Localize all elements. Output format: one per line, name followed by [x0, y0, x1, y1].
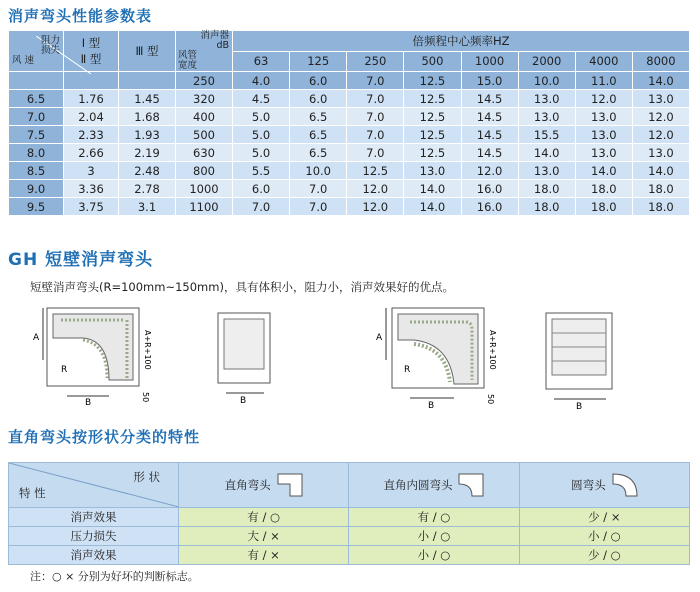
table-cell: 1100 [176, 198, 233, 216]
table-cell: 2.33 [64, 126, 119, 144]
char-label: 特 性 [19, 486, 46, 500]
table-cell: 13.0 [575, 126, 632, 144]
col-right-angle [179, 463, 349, 508]
freq-header: 250 [347, 51, 404, 72]
resist-label: 阻力 [40, 35, 60, 46]
table-cell: 13.0 [404, 162, 461, 180]
table-cell: 9.5 [9, 198, 64, 216]
shape-table [8, 462, 690, 565]
table-cell: 18.0 [575, 180, 632, 198]
table-row [9, 162, 690, 180]
shape-row [9, 508, 690, 527]
table-cell: 7.0 [233, 198, 290, 216]
row-label: 压力损失 [9, 527, 179, 546]
table-cell: 15.0 [461, 72, 518, 90]
col-label-2: 直角内圆弯头 [383, 478, 453, 492]
freq-header: 1000 [461, 51, 518, 72]
col-round [519, 463, 689, 508]
label-50: 50 [141, 392, 150, 403]
product-title: GH 短壁消声弯头 [8, 250, 154, 270]
width-label: 宽度 [178, 60, 198, 71]
db-label: dB [216, 40, 229, 51]
col-label-3: 圆弯头 [571, 478, 606, 492]
table-cell: 3.36 [64, 180, 119, 198]
table-row [9, 198, 690, 216]
table-cell: 18.0 [632, 180, 689, 198]
table-cell: 3.75 [64, 198, 119, 216]
table-cell: 2.19 [119, 144, 176, 162]
shape-table-title: 直角弯头按形状分类的特性 [8, 428, 201, 446]
table-cell: 2.66 [64, 144, 119, 162]
table-row [9, 72, 690, 90]
table-cell: 3.1 [119, 198, 176, 216]
table-cell: 12.5 [404, 144, 461, 162]
table-cell: 1.76 [64, 90, 119, 108]
diag-header-cell [9, 31, 64, 72]
shape-cell: 有 / × [179, 546, 349, 565]
elbow-front-diagram-2 [540, 305, 620, 410]
table-cell: 12.0 [632, 108, 689, 126]
table-cell: 7.5 [9, 126, 64, 144]
table-cell: 3 [64, 162, 119, 180]
table-cell: 1.68 [119, 108, 176, 126]
table-cell: 12.0 [461, 162, 518, 180]
table-cell: 7.0 [347, 72, 404, 90]
shape-row [9, 546, 690, 565]
table-cell: 5.0 [233, 144, 290, 162]
table-cell: 18.0 [632, 198, 689, 216]
table-cell: 630 [176, 144, 233, 162]
table-cell: 13.0 [518, 90, 575, 108]
table-cell: 6.0 [290, 90, 347, 108]
freq-header: 63 [233, 51, 290, 72]
type2-label: Ⅱ 型 [80, 52, 102, 66]
round-shape-icon [612, 473, 638, 497]
table-cell: 18.0 [575, 198, 632, 216]
table-cell [64, 72, 119, 90]
col-label-1: 直角弯头 [224, 478, 271, 492]
label-r-2: R [404, 365, 411, 375]
param-table [8, 30, 690, 216]
label-ar100-2: A+R+100 [488, 330, 497, 370]
table-cell: 800 [176, 162, 233, 180]
table-cell: 5.0 [233, 126, 290, 144]
elbow-front-diagram-1 [210, 305, 280, 405]
table-cell: 7.0 [347, 144, 404, 162]
freq-header: 125 [290, 51, 347, 72]
table-cell: 14.5 [461, 90, 518, 108]
freq-header: 4000 [575, 51, 632, 72]
table-row [9, 90, 690, 108]
table-cell: 14.0 [632, 162, 689, 180]
table-cell: 16.0 [461, 180, 518, 198]
label-b-3: B [428, 401, 435, 411]
label-50-2: 50 [486, 394, 495, 405]
table-cell: 4.0 [233, 72, 290, 90]
table-cell: 13.0 [575, 108, 632, 126]
table-cell: 5.0 [233, 108, 290, 126]
row-label: 消声效果 [9, 508, 179, 527]
product-description: 短壁消声弯头(R=100mm~150mm)，具有体积小，阻力小，消声效果好的优点。 [30, 280, 454, 294]
table-cell: 8.5 [9, 162, 64, 180]
table-cell: 14.5 [461, 108, 518, 126]
label-b-2: B [240, 396, 247, 405]
elbow-side-diagram-1 [25, 300, 160, 410]
table-cell: 14.0 [632, 72, 689, 90]
table-cell: 13.0 [575, 144, 632, 162]
right-angle-shape-icon [277, 473, 303, 497]
col-inner-round [349, 463, 519, 508]
inner-round-shape-icon [458, 473, 484, 497]
table-cell: 10.0 [290, 162, 347, 180]
table-cell: 7.0 [9, 108, 64, 126]
table-cell: 7.0 [290, 198, 347, 216]
type3-label: Ⅲ 型 [119, 31, 176, 72]
speed-label: 速 [24, 55, 35, 66]
label-ar100: A+R+100 [143, 330, 152, 370]
freq-title: 倍频程中心频率HZ [233, 31, 690, 52]
shape-cell: 小 / ○ [349, 546, 519, 565]
shape-cell: 小 / ○ [519, 527, 689, 546]
table-row [9, 144, 690, 162]
table-cell: 4.5 [233, 90, 290, 108]
table-cell: 5.5 [233, 162, 290, 180]
note-text: 注：○ × 分别为好坏的判断标志。 [30, 570, 199, 583]
duct-header [176, 31, 233, 72]
param-table-title: 消声弯头性能参数表 [8, 7, 153, 25]
freq-header: 8000 [632, 51, 689, 72]
table-cell: 12.5 [404, 90, 461, 108]
table-cell: 8.0 [9, 144, 64, 162]
table-cell: 11.0 [575, 72, 632, 90]
freq-header: 500 [404, 51, 461, 72]
row-label: 消声效果 [9, 546, 179, 565]
table-cell: 12.5 [347, 162, 404, 180]
table-cell: 15.5 [518, 126, 575, 144]
table-cell: 18.0 [518, 180, 575, 198]
loss-label: 损失 [40, 45, 60, 56]
table-cell: 7.0 [347, 90, 404, 108]
table-cell: 400 [176, 108, 233, 126]
shape-label: 形 状 [133, 470, 160, 484]
table-cell: 14.5 [461, 126, 518, 144]
elbow-side-diagram-2 [370, 300, 505, 415]
table-cell: 10.0 [518, 72, 575, 90]
table-cell: 2.04 [64, 108, 119, 126]
table-cell: 12.5 [404, 126, 461, 144]
type1-label: Ⅰ 型 [81, 36, 101, 50]
shape-cell: 有 / ○ [179, 508, 349, 527]
table-cell: 6.0 [290, 72, 347, 90]
table-cell: 12.0 [347, 180, 404, 198]
table-cell: 7.0 [347, 108, 404, 126]
label-a: A [33, 333, 40, 343]
table-cell: 13.0 [518, 108, 575, 126]
shape-row [9, 527, 690, 546]
table-cell: 16.0 [461, 198, 518, 216]
duct-label: 风管 [178, 50, 198, 61]
table-cell: 6.0 [233, 180, 290, 198]
table-cell: 12.5 [404, 72, 461, 90]
shape-cell: 有 / ○ [349, 508, 519, 527]
label-b-4: B [576, 402, 583, 410]
shape-header-corner [9, 463, 179, 508]
freq-header: 2000 [518, 51, 575, 72]
table-cell: 18.0 [518, 198, 575, 216]
table-cell: 6.5 [9, 90, 64, 108]
table-cell: 14.0 [518, 144, 575, 162]
silencer-label: 消声器 [200, 30, 229, 41]
table-cell: 12.5 [404, 108, 461, 126]
table-cell [119, 72, 176, 90]
table-cell: 9.0 [9, 180, 64, 198]
table-cell: 12.0 [347, 198, 404, 216]
table-cell: 14.0 [575, 162, 632, 180]
table-cell: 500 [176, 126, 233, 144]
shape-cell: 小 / ○ [349, 527, 519, 546]
table-cell: 1.45 [119, 90, 176, 108]
table-cell: 6.5 [290, 126, 347, 144]
table-row [9, 108, 690, 126]
table-row [9, 126, 690, 144]
table-cell: 250 [176, 72, 233, 90]
label-b: B [85, 398, 92, 408]
table-cell: 2.48 [119, 162, 176, 180]
table-cell: 13.0 [632, 144, 689, 162]
table-row [9, 180, 690, 198]
table-cell: 12.0 [575, 90, 632, 108]
table-cell: 14.0 [404, 198, 461, 216]
shape-cell: 少 / ○ [519, 546, 689, 565]
table-cell: 7.0 [290, 180, 347, 198]
table-cell: 6.5 [290, 144, 347, 162]
table-cell: 13.0 [518, 162, 575, 180]
table-cell: 2.78 [119, 180, 176, 198]
label-r: R [61, 365, 68, 375]
table-cell [9, 72, 64, 90]
table-cell: 12.0 [632, 126, 689, 144]
label-a-2: A [376, 333, 383, 343]
table-cell: 14.5 [461, 144, 518, 162]
shape-cell: 少 / × [519, 508, 689, 527]
table-cell: 320 [176, 90, 233, 108]
table-cell: 13.0 [632, 90, 689, 108]
table-cell: 14.0 [404, 180, 461, 198]
table-cell: 1.93 [119, 126, 176, 144]
table-cell: 6.5 [290, 108, 347, 126]
shape-cell: 大 / × [179, 527, 349, 546]
wind-label: 风 [12, 55, 22, 66]
table-cell: 1000 [176, 180, 233, 198]
table-cell: 7.0 [347, 126, 404, 144]
